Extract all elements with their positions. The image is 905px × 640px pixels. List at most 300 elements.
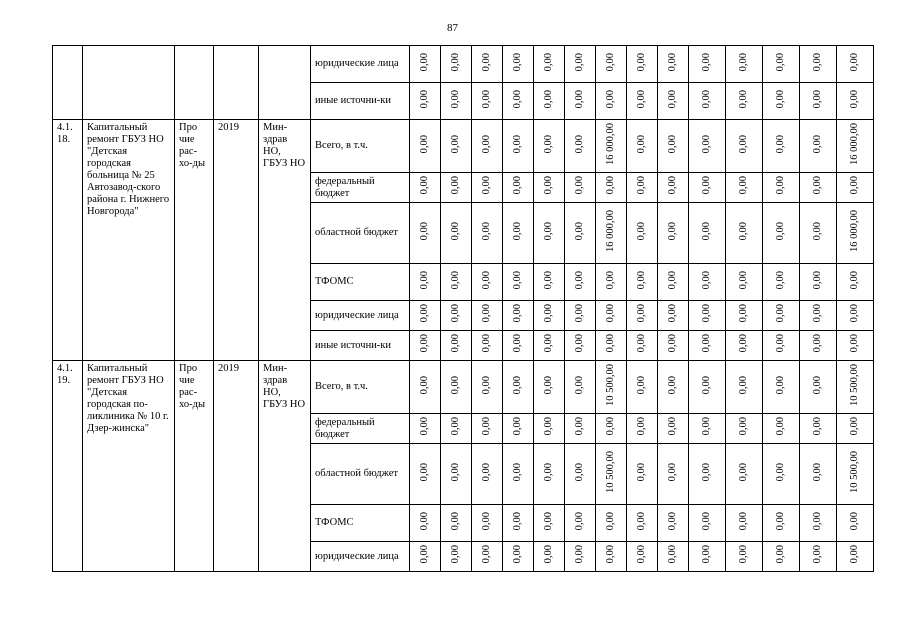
value-cell xyxy=(441,120,472,173)
value-text: 0,00 xyxy=(738,270,749,290)
value-cell xyxy=(472,331,503,361)
value-cell xyxy=(503,505,534,542)
value-text: 0,00 xyxy=(636,375,647,395)
value-text: 10 500,00 xyxy=(605,451,616,493)
value-text: 0,00 xyxy=(775,221,786,241)
value-text: 0,00 xyxy=(812,511,823,531)
funding-source-cell: юридические лица xyxy=(311,46,410,83)
value-text: 0,00 xyxy=(667,304,678,323)
value-cell xyxy=(627,361,658,414)
value-cell xyxy=(800,361,837,414)
value-text: 0,00 xyxy=(450,134,461,154)
value-text: 0,00 xyxy=(543,462,554,482)
value-text: 0,00 xyxy=(812,221,823,241)
value-text: 0,00 xyxy=(450,545,461,564)
item-name: Капитальный ремонт ГБУЗ НО "Детская городская по-ликлиника № 10 г. Дзер-жинска" xyxy=(83,361,175,572)
value-text: 0,00 xyxy=(667,176,678,195)
value-text: 0,00 xyxy=(574,89,585,109)
value-cell xyxy=(689,414,726,444)
value-text: 0,00 xyxy=(512,270,523,290)
value-text: 0,00 xyxy=(574,334,585,353)
value-text: 0,00 xyxy=(419,462,430,482)
value-text: 0,00 xyxy=(775,89,786,109)
value-cell xyxy=(800,173,837,203)
funding-source-cell: ТФОМС xyxy=(311,264,410,301)
value-cell xyxy=(534,203,565,264)
value-text: 0,00 xyxy=(543,134,554,154)
value-text: 0,00 xyxy=(701,375,712,395)
value-text: 0,00 xyxy=(812,134,823,154)
funding-source-cell: Всего, в т.ч. xyxy=(311,120,410,173)
value-text: 0,00 xyxy=(512,52,523,72)
value-cell xyxy=(596,361,627,414)
value-text: 0,00 xyxy=(738,221,749,241)
value-cell xyxy=(472,46,503,83)
value-cell xyxy=(410,46,441,83)
value-text: 0,00 xyxy=(543,375,554,395)
value-cell xyxy=(596,264,627,301)
expense-type: Про чие рас-хо-ды xyxy=(175,361,214,572)
value-text: 0,00 xyxy=(701,176,712,195)
value-cell xyxy=(726,331,763,361)
name-cell xyxy=(83,46,175,120)
value-cell xyxy=(627,505,658,542)
value-text: 0,00 xyxy=(738,134,749,154)
table-row xyxy=(53,361,874,414)
value-text: 0,00 xyxy=(701,334,712,353)
value-cell xyxy=(596,173,627,203)
value-text: 0,00 xyxy=(481,545,492,564)
item-code: 4.1. 18. xyxy=(53,120,83,361)
value-text: 0,00 xyxy=(738,304,749,323)
value-cell xyxy=(565,46,596,83)
value-cell xyxy=(534,46,565,83)
value-cell xyxy=(627,414,658,444)
value-text: 0,00 xyxy=(543,334,554,353)
value-cell xyxy=(726,173,763,203)
value-cell xyxy=(658,444,689,505)
value-cell xyxy=(472,301,503,331)
value-text: 0,00 xyxy=(636,89,647,109)
value-cell xyxy=(565,542,596,572)
value-cell xyxy=(503,361,534,414)
value-text: 10 500,00 xyxy=(605,364,616,406)
value-text: 0,00 xyxy=(543,417,554,436)
value-cell xyxy=(596,414,627,444)
value-text: 0,00 xyxy=(849,545,860,564)
value-text: 0,00 xyxy=(605,417,616,436)
value-cell xyxy=(627,301,658,331)
item-year: 2019 xyxy=(214,361,259,572)
value-text: 0,00 xyxy=(574,304,585,323)
value-cell xyxy=(837,46,874,83)
value-text: 0,00 xyxy=(738,334,749,353)
value-text: 0,00 xyxy=(574,511,585,531)
value-text: 0,00 xyxy=(481,462,492,482)
value-text: 0,00 xyxy=(701,221,712,241)
value-cell xyxy=(837,264,874,301)
value-cell xyxy=(689,505,726,542)
value-text: 0,00 xyxy=(481,304,492,323)
value-text: 0,00 xyxy=(574,462,585,482)
value-text: 0,00 xyxy=(738,511,749,531)
value-text: 0,00 xyxy=(574,417,585,436)
value-cell xyxy=(596,301,627,331)
value-text: 0,00 xyxy=(812,334,823,353)
value-text: 0,00 xyxy=(450,462,461,482)
value-text: 0,00 xyxy=(812,89,823,109)
value-text: 16 000,00 xyxy=(849,123,860,165)
value-text: 0,00 xyxy=(543,176,554,195)
value-cell xyxy=(534,361,565,414)
value-text: 0,00 xyxy=(574,270,585,290)
value-text: 0,00 xyxy=(667,375,678,395)
value-text: 0,00 xyxy=(701,52,712,72)
value-text: 0,00 xyxy=(812,270,823,290)
value-text: 0,00 xyxy=(738,545,749,564)
table-row xyxy=(53,46,874,83)
value-cell xyxy=(472,505,503,542)
value-cell xyxy=(800,505,837,542)
value-text: 0,00 xyxy=(419,221,430,241)
value-cell xyxy=(565,83,596,120)
executor: Мин-здрав НО, ГБУЗ НО xyxy=(259,361,311,572)
value-text: 0,00 xyxy=(481,134,492,154)
value-text: 0,00 xyxy=(849,52,860,72)
value-cell xyxy=(441,264,472,301)
value-text: 0,00 xyxy=(812,52,823,72)
value-text: 0,00 xyxy=(636,221,647,241)
value-text: 0,00 xyxy=(775,134,786,154)
value-cell xyxy=(534,331,565,361)
value-cell xyxy=(596,203,627,264)
value-text: 0,00 xyxy=(701,134,712,154)
value-text: 0,00 xyxy=(636,462,647,482)
value-cell xyxy=(837,331,874,361)
value-cell xyxy=(472,83,503,120)
value-text: 0,00 xyxy=(605,545,616,564)
value-cell xyxy=(800,444,837,505)
value-cell xyxy=(503,203,534,264)
value-text: 0,00 xyxy=(605,304,616,323)
value-cell xyxy=(410,542,441,572)
value-text: 0,00 xyxy=(667,221,678,241)
value-cell xyxy=(534,120,565,173)
value-text: 0,00 xyxy=(512,334,523,353)
value-cell xyxy=(503,414,534,444)
item-code: 4.1. 19. xyxy=(53,361,83,572)
value-cell xyxy=(658,203,689,264)
value-text: 0,00 xyxy=(701,89,712,109)
value-cell xyxy=(441,444,472,505)
value-cell xyxy=(410,83,441,120)
value-cell xyxy=(800,120,837,173)
value-text: 0,00 xyxy=(738,375,749,395)
value-text: 0,00 xyxy=(738,89,749,109)
value-cell xyxy=(763,301,800,331)
value-cell xyxy=(763,444,800,505)
value-cell xyxy=(627,331,658,361)
value-cell xyxy=(800,46,837,83)
value-cell xyxy=(726,83,763,120)
funding-source-cell: юридические лица xyxy=(311,542,410,572)
value-text: 0,00 xyxy=(512,134,523,154)
code-cell xyxy=(53,46,83,120)
value-text: 0,00 xyxy=(812,417,823,436)
executor-cell xyxy=(259,46,311,120)
value-cell xyxy=(534,173,565,203)
value-cell xyxy=(627,173,658,203)
value-text: 0,00 xyxy=(775,511,786,531)
value-text: 0,00 xyxy=(812,176,823,195)
value-cell xyxy=(763,264,800,301)
value-cell xyxy=(726,203,763,264)
value-cell xyxy=(658,264,689,301)
value-cell xyxy=(596,46,627,83)
value-cell xyxy=(658,414,689,444)
value-text: 0,00 xyxy=(512,375,523,395)
value-cell xyxy=(763,173,800,203)
value-text: 0,00 xyxy=(481,511,492,531)
value-cell xyxy=(763,414,800,444)
value-text: 0,00 xyxy=(667,89,678,109)
funding-source-cell: федеральный бюджет xyxy=(311,414,410,444)
value-text: 0,00 xyxy=(701,545,712,564)
value-text: 0,00 xyxy=(543,304,554,323)
funding-source-cell: иные источни-ки xyxy=(311,331,410,361)
value-text: 0,00 xyxy=(812,462,823,482)
value-text: 0,00 xyxy=(419,89,430,109)
value-cell xyxy=(596,331,627,361)
value-text: 0,00 xyxy=(574,221,585,241)
value-text: 0,00 xyxy=(849,334,860,353)
value-cell xyxy=(534,414,565,444)
value-text: 0,00 xyxy=(481,417,492,436)
value-cell xyxy=(410,203,441,264)
value-text: 0,00 xyxy=(849,270,860,290)
value-cell xyxy=(565,173,596,203)
value-cell xyxy=(410,505,441,542)
value-cell xyxy=(763,83,800,120)
value-cell xyxy=(658,173,689,203)
value-cell xyxy=(658,301,689,331)
value-cell xyxy=(689,542,726,572)
value-text: 0,00 xyxy=(543,89,554,109)
value-cell xyxy=(763,120,800,173)
value-cell xyxy=(800,331,837,361)
value-cell xyxy=(800,542,837,572)
value-cell xyxy=(726,505,763,542)
type-cell xyxy=(175,46,214,120)
value-cell xyxy=(441,414,472,444)
value-text: 0,00 xyxy=(605,511,616,531)
value-cell xyxy=(689,46,726,83)
value-cell xyxy=(763,505,800,542)
value-text: 0,00 xyxy=(636,176,647,195)
value-text: 0,00 xyxy=(481,89,492,109)
value-cell xyxy=(596,444,627,505)
value-text: 0,00 xyxy=(419,334,430,353)
value-text: 0,00 xyxy=(605,270,616,290)
value-text: 0,00 xyxy=(450,304,461,323)
value-cell xyxy=(689,264,726,301)
value-text: 0,00 xyxy=(701,270,712,290)
funding-source-cell: юридические лица xyxy=(311,301,410,331)
value-cell xyxy=(441,505,472,542)
value-cell xyxy=(837,444,874,505)
value-text: 0,00 xyxy=(419,52,430,72)
value-text: 0,00 xyxy=(812,545,823,564)
value-text: 0,00 xyxy=(450,334,461,353)
value-cell xyxy=(565,505,596,542)
value-text: 0,00 xyxy=(512,176,523,195)
value-text: 0,00 xyxy=(419,375,430,395)
value-cell xyxy=(658,361,689,414)
value-cell xyxy=(503,542,534,572)
value-text: 0,00 xyxy=(738,52,749,72)
value-text: 0,00 xyxy=(849,304,860,323)
value-text: 0,00 xyxy=(849,176,860,195)
value-cell xyxy=(503,444,534,505)
value-cell xyxy=(596,505,627,542)
budget-table xyxy=(52,45,874,572)
value-text: 0,00 xyxy=(419,270,430,290)
value-text: 0,00 xyxy=(775,545,786,564)
value-text: 0,00 xyxy=(419,134,430,154)
value-cell xyxy=(534,83,565,120)
value-cell xyxy=(627,264,658,301)
value-text: 0,00 xyxy=(450,270,461,290)
value-text: 0,00 xyxy=(543,270,554,290)
value-cell xyxy=(410,120,441,173)
value-text: 0,00 xyxy=(512,304,523,323)
value-cell xyxy=(534,444,565,505)
value-text: 0,00 xyxy=(574,52,585,72)
value-cell xyxy=(441,331,472,361)
value-cell xyxy=(410,361,441,414)
value-text: 0,00 xyxy=(605,334,616,353)
value-text: 0,00 xyxy=(512,462,523,482)
value-text: 0,00 xyxy=(812,375,823,395)
value-cell xyxy=(689,203,726,264)
value-cell xyxy=(726,444,763,505)
value-cell xyxy=(472,173,503,203)
value-text: 0,00 xyxy=(574,176,585,195)
value-cell xyxy=(689,331,726,361)
value-cell xyxy=(627,46,658,83)
value-cell xyxy=(689,444,726,505)
value-text: 0,00 xyxy=(481,176,492,195)
value-cell xyxy=(565,203,596,264)
value-cell xyxy=(441,173,472,203)
value-text: 0,00 xyxy=(543,52,554,72)
value-cell xyxy=(726,361,763,414)
value-cell xyxy=(472,361,503,414)
value-text: 0,00 xyxy=(636,545,647,564)
funding-source-cell: областной бюджет xyxy=(311,203,410,264)
value-cell xyxy=(726,264,763,301)
value-cell xyxy=(441,46,472,83)
value-text: 0,00 xyxy=(419,304,430,323)
value-text: 0,00 xyxy=(574,134,585,154)
value-cell xyxy=(534,301,565,331)
value-text: 0,00 xyxy=(738,462,749,482)
value-cell xyxy=(410,331,441,361)
value-cell xyxy=(565,444,596,505)
value-cell xyxy=(689,83,726,120)
value-text: 0,00 xyxy=(512,89,523,109)
value-text: 0,00 xyxy=(636,52,647,72)
value-text: 0,00 xyxy=(775,52,786,72)
value-cell xyxy=(441,203,472,264)
value-text: 0,00 xyxy=(667,417,678,436)
value-cell xyxy=(410,264,441,301)
page-number: 87 xyxy=(447,22,458,34)
value-text: 0,00 xyxy=(701,462,712,482)
value-cell xyxy=(837,173,874,203)
value-cell xyxy=(441,542,472,572)
value-cell xyxy=(441,361,472,414)
value-text: 0,00 xyxy=(849,89,860,109)
value-text: 0,00 xyxy=(450,511,461,531)
value-text: 0,00 xyxy=(667,52,678,72)
value-cell xyxy=(837,83,874,120)
value-text: 0,00 xyxy=(738,176,749,195)
value-cell xyxy=(565,264,596,301)
value-text: 0,00 xyxy=(636,417,647,436)
value-cell xyxy=(472,542,503,572)
value-cell xyxy=(726,46,763,83)
value-text: 0,00 xyxy=(543,221,554,241)
value-text: 0,00 xyxy=(512,511,523,531)
value-text: 0,00 xyxy=(849,417,860,436)
year-cell xyxy=(214,46,259,120)
value-text: 0,00 xyxy=(543,545,554,564)
value-cell xyxy=(503,331,534,361)
value-text: 0,00 xyxy=(775,462,786,482)
value-cell xyxy=(565,414,596,444)
value-text: 0,00 xyxy=(481,52,492,72)
value-cell xyxy=(596,120,627,173)
value-text: 0,00 xyxy=(775,334,786,353)
value-cell xyxy=(472,264,503,301)
value-cell xyxy=(837,301,874,331)
funding-source-cell: Всего, в т.ч. xyxy=(311,361,410,414)
value-text: 16 000,00 xyxy=(605,210,616,252)
value-text: 0,00 xyxy=(667,134,678,154)
value-cell xyxy=(627,542,658,572)
value-text: 10 500,00 xyxy=(849,451,860,493)
value-cell xyxy=(689,120,726,173)
value-text: 0,00 xyxy=(450,176,461,195)
value-text: 0,00 xyxy=(481,221,492,241)
value-cell xyxy=(763,203,800,264)
value-cell xyxy=(726,301,763,331)
value-cell xyxy=(627,120,658,173)
value-text: 0,00 xyxy=(512,417,523,436)
value-text: 0,00 xyxy=(419,545,430,564)
value-cell xyxy=(627,203,658,264)
value-cell xyxy=(534,505,565,542)
value-text: 10 500,00 xyxy=(849,364,860,406)
value-text: 0,00 xyxy=(481,270,492,290)
value-cell xyxy=(658,120,689,173)
item-year: 2019 xyxy=(214,120,259,361)
value-cell xyxy=(410,414,441,444)
value-cell xyxy=(441,83,472,120)
value-cell xyxy=(800,203,837,264)
value-text: 0,00 xyxy=(667,511,678,531)
